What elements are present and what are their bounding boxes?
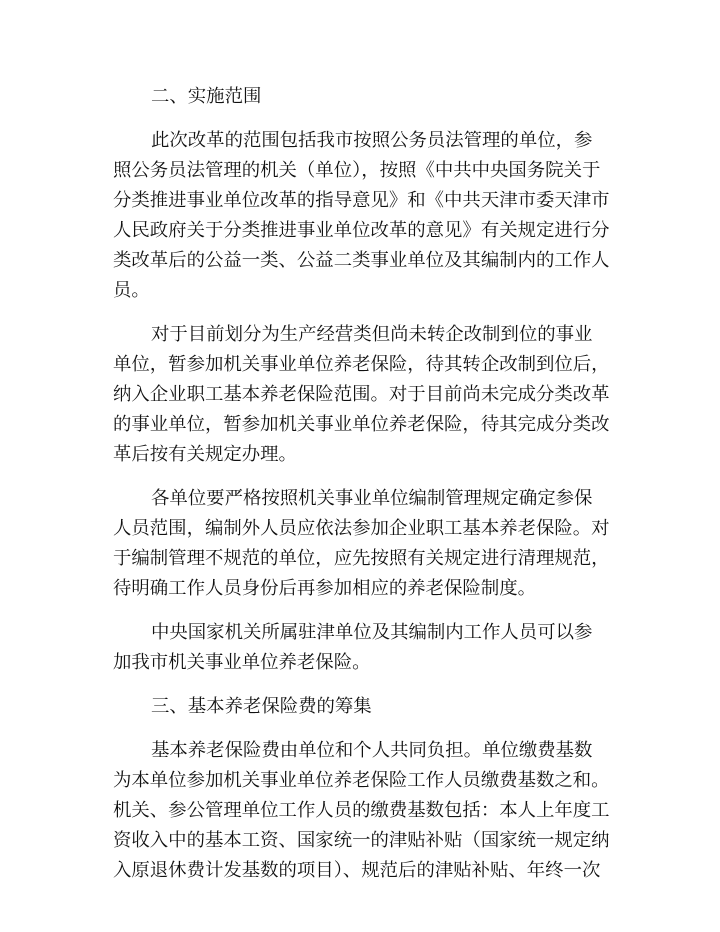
- paragraph-line: 各单位要严格按照机关事业单位编制管理规定确定参保: [151, 488, 593, 509]
- paragraph-line: 此次改革的范围包括我市按照公务员法管理的单位，参: [151, 130, 593, 151]
- section-heading: 二、实施范围: [151, 86, 262, 107]
- paragraph-line: 机关、参公管理单位工作人员的缴费基数包括：本人上年度工: [113, 800, 610, 821]
- paragraph-line: 人员范围，编制外人员应依法参加企业职工基本养老保险。对: [113, 518, 610, 539]
- paragraph-line: 单位，暂参加机关事业单位养老保险，待其转企改制到位后，: [113, 354, 610, 375]
- paragraph-line: 纳入企业职工基本养老保险范围。对于目前尚未完成分类改革: [113, 384, 610, 405]
- paragraph-line: 待明确工作人员身份后再参加相应的养老保险制度。: [113, 578, 536, 599]
- paragraph-line: 于编制管理不规范的单位，应先按照有关规定进行清理规范，: [113, 548, 610, 569]
- paragraph-line: 入原退休费计发基数的项目）、规范后的津贴补贴、年终一次: [113, 860, 601, 881]
- paragraph-line: 的事业单位，暂参加机关事业单位养老保险，待其完成分类改: [113, 414, 610, 435]
- paragraph-line: 分类推进事业单位改革的指导意见》和《中共天津市委天津市: [113, 190, 610, 211]
- paragraph-line: 人民政府关于分类推进事业单位改革的意见》有关规定进行分: [113, 220, 610, 241]
- paragraph-line: 照公务员法管理的机关（单位），按照《中共中央国务院关于: [113, 160, 601, 181]
- paragraph: [113, 320, 610, 470]
- section-heading: 三、基本养老保险费的筹集: [151, 696, 372, 717]
- paragraph-line: 加我市机关事业单位养老保险。: [113, 652, 371, 673]
- paragraph: [113, 126, 610, 306]
- paragraph-line: 员。: [113, 280, 150, 301]
- paragraph-line: 基本养老保险费由单位和个人共同负担。单位缴费基数: [151, 740, 593, 761]
- paragraph-line: 类改革后的公益一类、公益二类事业单位及其编制内的工作人: [113, 250, 610, 271]
- paragraph-line: 资收入中的基本工资、国家统一的津贴补贴（国家统一规定纳: [113, 830, 610, 851]
- document-body: [113, 82, 610, 900]
- paragraph: [113, 736, 610, 886]
- paragraph-line: 中央国家机关所属驻津单位及其编制内工作人员可以参: [151, 622, 593, 643]
- paragraph: [113, 484, 610, 604]
- paragraph-line: 对于目前划分为生产经营类但尚未转企改制到位的事业: [151, 324, 593, 345]
- paragraph-line: 革后按有关规定办理。: [113, 444, 297, 465]
- paragraph: [113, 618, 607, 678]
- paragraph-line: 为本单位参加机关事业单位养老保险工作人员缴费基数之和。: [113, 770, 610, 791]
